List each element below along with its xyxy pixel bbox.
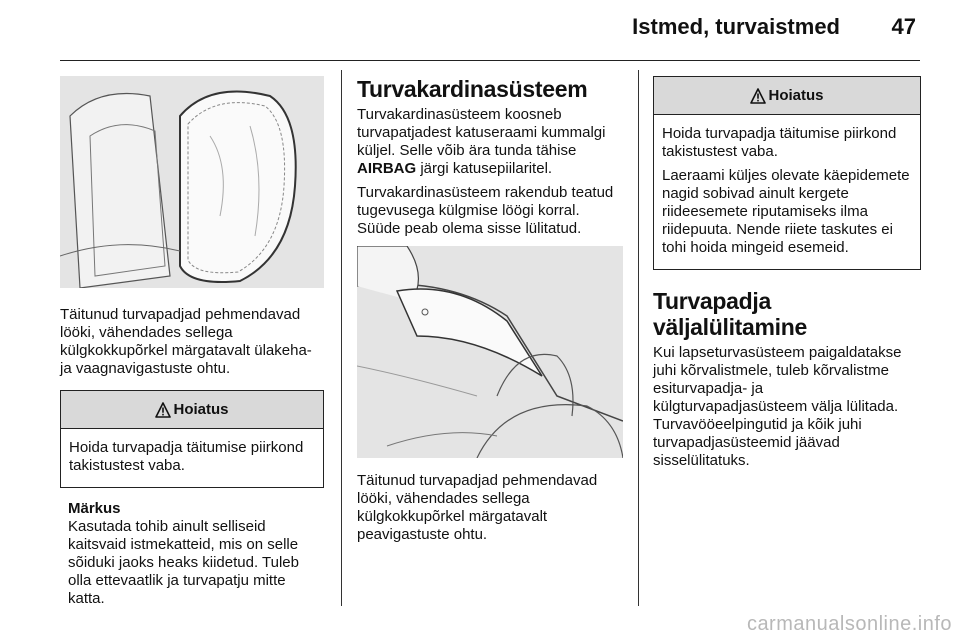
section-heading-curtain: Turvakardinasüsteem [357,76,588,102]
warning-triangle-icon [750,88,766,104]
warning-box-1 [60,390,324,488]
warning-title: Hoiatus [768,87,824,104]
curtain-para-2: Turvakardinasüsteem rakendub teatud tugevusega külgmise löögi korral. Süüde peab olema sisse lülitatud. [357,184,614,237]
warning-header [654,77,920,115]
curtain-airbag-illustration [357,246,623,458]
column-divider-2 [638,70,639,606]
header-title: Istmed, turvaistmed [632,14,840,39]
watermark: carmanualsonline.info [746,613,952,635]
curtain-airbag-drawing [357,246,623,458]
side-airbag-illustration [60,76,324,288]
note-block [60,500,324,608]
column-3 [653,76,921,476]
column-2 [357,76,623,550]
column-1 [60,76,324,608]
section-heading-deactivation: Turvapadja väljalülitamine [653,288,808,340]
note-text: Kasutada tohib ainult selliseid kaitsvaid istmekatteid, mis on selle sõiduki jaoks heaks kiidetud. Tuleb olla ettevaatlik ja turvapatju mitte katta. [68,518,299,607]
header-rule [60,60,920,61]
side-airbag-drawing [60,76,324,288]
curtain-body [357,106,623,238]
warning-header [61,391,323,429]
figure-caption-1: Täitunud turvapadjad pehmendavad lööki, vähendades sellega külgkokkupõrkel märgatavalt ülakeha- ja vaagnavigastuste ohtu. [60,306,312,377]
column-divider-1 [341,70,342,606]
warning-body: Hoida turvapadja täitumise piirkond takistustest vaba. [69,439,304,474]
figure-caption-2: Täitunud turvapadjad pehmendavad lööki, vähendades sellega külgkokkupõrkel märgatavalt peavigastuste ohtu. [357,472,598,543]
note-title: Märkus [68,500,121,517]
curtain-para-1: Turvakardinasüsteem koosneb turvapatjadest katuseraami kummalgi küljel. Selle võib ära tunda tähise AIRBAG järgi katusepiilaritel. [357,106,606,177]
warning-body: Hoida turvapadja täitumise piirkond takistustest vaba. Laeraami küljes olevate käepidemete nagid sobivad ainult kergete riideesemete riputamiseks ilma riidepuuta. Nende riiete taskutes ei tohi hoida mingeid esemeid. [662,125,910,256]
page-number: 47 [891,14,916,39]
warning-box-2 [653,76,921,270]
warning-triangle-icon [155,402,171,418]
airbag-label: AIRBAG [357,160,417,177]
warning-title: Hoiatus [173,401,229,418]
deactivation-body: Kui lapseturvasüsteem paigaldatakse juhi kõrvalistmele, tuleb kõrvalistme esiturvapadja- ja külgturvapadjasüsteem välja lülitada. Turvavööeelpingutid ja kõik juhi turvapadjasüsteemid jäävad sisselülitatuks. [653,344,902,469]
